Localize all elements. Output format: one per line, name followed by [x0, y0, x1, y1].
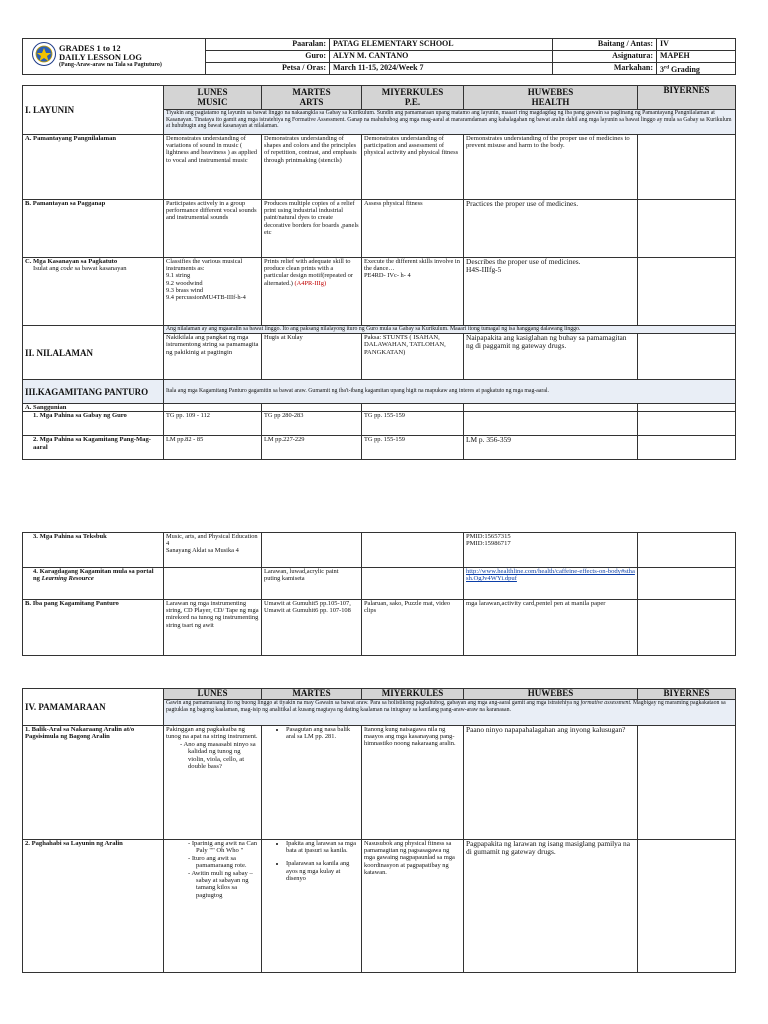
teksbuk-mon-line: Sanayang Aklat sa Musika 4 [166, 547, 239, 555]
sanggunian-wed [362, 404, 464, 412]
day-header-tue-2: MARTES [262, 689, 362, 700]
baitang-value: IV [657, 39, 736, 51]
iba-wed: Palaruan, sako, Puzzle mat, video clips [362, 600, 464, 656]
gabay-guro-label: 1. Mga Pahina sa Gabay ng Guro [23, 412, 164, 436]
header-title-block [23, 39, 206, 75]
c-mon-line: Classifies the various musical instruments as: [166, 258, 243, 273]
sanggunian-mon [164, 404, 262, 412]
day-header-tue [262, 86, 362, 110]
kasanayan-sub-em: code [60, 265, 73, 273]
lesson-table-3 [22, 688, 736, 973]
paghahabi-thu: Pagpapakita ng larawan ng isang masiglang pamilya na di gumamit ng gateway drugs. [464, 840, 638, 973]
teksbuk-thu-line: PMID:15657315 [466, 533, 511, 540]
nilalaman-title: II. NILALAMAN [23, 326, 164, 380]
teksbuk-mon [164, 533, 262, 568]
b-thu: Practices the proper use of medicines. [464, 200, 638, 258]
portal-wed [362, 568, 464, 600]
paghahabi-tue-list [264, 840, 359, 882]
day-tue-label: MARTES [292, 87, 331, 98]
paaralan-value: PATAG ELEMENTARY SCHOOL [330, 39, 553, 51]
teksbuk-label: 3. Mga Pahina sa Teksbuk [23, 533, 164, 568]
list-item: - Ituro ang awit sa pamamaraang rote. [196, 855, 259, 870]
balik-aral-tue [262, 726, 362, 840]
pamamaraan-note-em: formative assessment. [580, 700, 632, 706]
balik-aral-mon-text: Pakinggan ang pagkakaiba ng tunog na apat na string instrument. [166, 726, 258, 741]
guro-value: ALYN M. CANTANO [330, 51, 553, 63]
kagamitan-title: III.KAGAMITANG PANTURO [23, 380, 164, 404]
list-item: • Ipalarawan sa kanila ang ayos ng mga kulay at disenyo [286, 860, 359, 882]
pamantayan-sa-pagganap-label: B. Pamantayan sa Pagganap [23, 200, 164, 258]
day-tue-subject: ARTS [299, 96, 324, 107]
day-header-mon-2: LUNES [164, 689, 262, 700]
healthline-link[interactable]: http://www.healthline.com/health/caffeine-effects-on-body#sthash.OgJv4WYi.dpuf [466, 568, 635, 583]
balik-aral-label: 1. Balik-Aral sa Nakaraang Aralin at/o Pagsisimula ng Bagong Aralin [23, 726, 164, 840]
asignatura-value: MAPEH [657, 51, 736, 63]
kasanayan-sublabel [25, 265, 161, 272]
nilalaman-tue: Hugis at Kulay [262, 334, 362, 380]
a-wed: Demonstrates understanding of participation and assessment of physical activity and physical fitness [362, 135, 464, 200]
day-header-fri-2: BIYERNES [638, 689, 736, 700]
kasanayan-label-cell [23, 258, 164, 326]
gabay-guro-tue: TG pp 280-283 [262, 412, 362, 436]
sanggunian-fri [638, 404, 736, 412]
list-item: • Pasagutan ang nasa balik aral sa LM pp. 281. [286, 726, 359, 740]
header-subtitle: (Pang-Araw-araw na Tala sa Pagtuturo) [59, 62, 162, 68]
balik-aral-thu: Paano ninyo napapahalagahan ang inyong kalusugan? [464, 726, 638, 840]
lesson-table-2 [22, 532, 736, 656]
portal-tue-line: puting kamiseta [264, 575, 305, 583]
teksbuk-tue [262, 533, 362, 568]
list-item: • Ipakita ang larawan sa mga bata at ipasuri sa kanila. [286, 840, 359, 854]
header-title-grades: GRADES 1 to 12 [59, 43, 121, 53]
lm-tue: LM pp.227-229 [262, 436, 362, 460]
day-fri-label: BIYERNES [663, 85, 710, 95]
sanggunian-thu [464, 404, 638, 412]
lm-fri [638, 436, 736, 460]
portal-label-text: 4. Karagdagang Kagamitan mula sa portal ng [33, 568, 154, 583]
c-tue-code: (A4PR-IIIg) [294, 279, 327, 287]
paghahabi-mon-list [166, 840, 259, 899]
day-thu-label: HUWEBES [527, 87, 574, 98]
a-thu: Demonstrates understanding of the proper use of medicines to prevent misuse and harm to the body. [464, 135, 638, 200]
list-item: - Awitin muli ng sabay – sabay at sabayan ng tamang kilos sa pagtugtog [196, 870, 259, 900]
day-header-thu [464, 86, 638, 110]
nilalaman-thu: Naipapakita ang kasiglahan ng buhay sa pamamagitan ng di paggamit ng gateway drugs. [464, 334, 638, 380]
header-title-dll: DAILY LESSON LOG [59, 52, 142, 62]
guro-label: Guro: [206, 51, 330, 63]
asignatura-label: Asignatura: [553, 51, 657, 63]
iba-pang-kagamitan-label: B. Iba pang Kagamitang Panturo [23, 600, 164, 656]
nilalaman-note: Ang nilalaman ay ang mgaaralin sa bawat linggo. Ito ang paksang nilalayong ituro ng Guro mula sa Gabay sa Kurikulum. Maaari itong tumagal ng isa hanggang dalawang linggo. [164, 326, 736, 334]
c-tue [262, 258, 362, 326]
teksbuk-mon-line: Music, arts, and Physical Education 4 [166, 533, 258, 548]
c-fri [638, 258, 736, 326]
pamamaraan-note [164, 700, 736, 726]
c-tue-text: Prints relief with adequate skill to produce clean prints with a particular design motif(repeated or alternated.) [264, 258, 353, 287]
kasanayan-label: C. Mga Kasanayan sa Pagkatuto [25, 258, 118, 265]
paghahabi-fri [638, 840, 736, 973]
teksbuk-wed [362, 533, 464, 568]
kagamitan-note: Itala ang mga Kagamitang Panturo gagamitin sa bawat araw. Gumamit ng iba't-ibang kagamitan upang higit na mapukaw ang interes at pagkatuto ng mga mag-aaral. [164, 380, 736, 404]
paghahabi-wed: Nasusubok ang physical fitness sa pamamagitan ng pagsasagawa ng mga gawaing nagpapaunlad sa mga koordinasyon at pagpapatibay ng katawan. [362, 840, 464, 973]
petsa-label: Petsa / Oras: [206, 63, 330, 75]
paghahabi-tue [262, 840, 362, 973]
balik-aral-mon [164, 726, 262, 840]
gabay-guro-thu [464, 412, 638, 436]
balik-aral-fri [638, 726, 736, 840]
c-mon-line: 9.1 string [166, 272, 191, 280]
list-item: - Iparinig ang awit na Can Paly "" Oh Who " [196, 840, 259, 855]
nilalaman-fri [638, 334, 736, 380]
lm-wed: TG pp. 155-159 [362, 436, 464, 460]
kagamitang-mag-aaral-label: 2. Mga Pahina sa Kagamitang Pang-Mag-aaral [23, 436, 164, 460]
nilalaman-mon: Nakikilala ang pangkat ng mga istrumentong string sa pamamagita ng pakikinig at pagtingin [164, 334, 262, 380]
c-thu [464, 258, 638, 326]
a-fri [638, 135, 736, 200]
day-header-wed [362, 86, 464, 110]
c-wed-text: Execute the different skills involve in the dance… [364, 258, 460, 273]
b-tue: Produces multiple copies of a relief print using industrial industrial paint/natural dyes to create decorative borders for boards ,panels etc [262, 200, 362, 258]
markahan-text: 3rd Grading [660, 64, 700, 74]
list-item: - Ano ang masasabi ninyo sa kalidad ng tunog ng violin, viola, cello, at double bass? [188, 741, 259, 771]
portal-fri [638, 568, 736, 600]
kasanayan-sub2: sa bawat kasanayan [74, 265, 127, 273]
b-wed: Assess physical fitness [362, 200, 464, 258]
sanggunian-label: A. Sanggunian [23, 404, 164, 412]
markahan-label: Markahan: [553, 63, 657, 75]
paghahabi-label: 2. Paghahabi sa Layunin ng Aralin [23, 840, 164, 973]
c-thu-code: H4S-IIIfg-5 [466, 265, 502, 275]
balik-aral-tue-list [264, 726, 359, 740]
iba-fri [638, 600, 736, 656]
c-mon [164, 258, 262, 326]
lm-mon: LM pp.82 - 85 [164, 436, 262, 460]
b-fri [638, 200, 736, 258]
gabay-guro-wed: TG pp. 155-159 [362, 412, 464, 436]
day-mon-subject: MUSIC [197, 96, 228, 107]
nilalaman-wed: Paksa: STUNTS ( ISAHAN, DALAWAHAN, TATLOHAN, PANGKATAN) [362, 334, 464, 380]
balik-aral-wed: Itanong kung naisagawa nila ng maayos ang mga kasanayang pang-himnastiko noong nakaraang aralin. [362, 726, 464, 840]
pamamaraan-note-a: Gawin ang pamamaraang ito ng buong linggo at tiyakin na may Gawain sa bawat araw. Para sa holistikong pagkahubog, gabayan ang mga ang-aaral gamit ang mga istratehiya ng [166, 700, 580, 706]
c-mon-line: 9.4 percussionMU4TB-IIIf-h-4 [166, 294, 246, 302]
c-thu-text: Describes the proper use of medicines. [466, 257, 581, 266]
paghahabi-mon [164, 840, 262, 973]
day-thu-subject: HEALTH [531, 96, 570, 107]
lm-thu: LM p. 356-359 [464, 436, 638, 460]
layunin-title: I. LAYUNIN [23, 86, 164, 135]
pamamaraan-note-b: Magbigay ng maraming pagkakataon sa pagtuklas ng bagong kaalaman, mag-isip ng analitikal at kusang magtaya ng dating kaalaman na iniugnay sa kanilang pang-araw-araw na karanasan. [166, 700, 726, 713]
day-header-fri [638, 86, 736, 110]
teksbuk-thu [464, 533, 638, 568]
kasanayan-sub1: Isulat ang [33, 265, 59, 273]
iba-mon: Larawan ng mga instrumenting string, CD Player, CD/ Tape ng mga mirekord na tunog ng instrumenting string tsart ng awit [164, 600, 262, 656]
portal-label-em: Learning Resource [41, 575, 94, 583]
sanggunian-tue [262, 404, 362, 412]
day-mon-label: LUNES [197, 87, 228, 98]
a-tue: Demonstrates understanding of shapes and colors and the principles of repetition, contrast, and emphasis through printmaking (stencils) [262, 135, 362, 200]
baitang-label: Baitang / Antas: [553, 39, 657, 51]
lesson-table-1 [22, 85, 736, 460]
day-header-thu-2: HUWEBES [464, 689, 638, 700]
teksbuk-thu-line: PMID:15986717 [466, 540, 511, 548]
petsa-value: March 11-15, 2024/Week 7 [330, 63, 553, 75]
layunin-note: Tiyakin ang pagtatamo ng layunin sa bawat linggo na nakaangkla sa Gabay sa Kurikulum. Sundin ang pamamaraan upang matamo ang layunin, maaari ring magdagdag ng iba pang gawain sa paglinang ng Pamantayang Pangnilalaman at Kasanayan. Tinataya ito gamit ang mga istratehiya ng Formative Assessment. Ganap na mahuhubog ang mga mag-aaral at mararamdaman ang kahalagahan ng bawat aralin dahil ang mga layunin sa bawat linggo ay mula sa Gabay sa Kurikulum at huhubugin ang bawat kasanayan at nilalaman. [164, 110, 736, 135]
pamamaraan-title: IV. PAMAMARAAN [23, 689, 164, 726]
portal-mon [164, 568, 262, 600]
ordinal-suffix: rd [664, 65, 669, 70]
c-wed-code: PE4RD- IVc- h- 4 [364, 272, 411, 280]
portal-thu [464, 568, 638, 600]
day-header-wed-2: MIYERKULES [362, 689, 464, 700]
b-mon: Participates actively in a group performance different vocal sounds and instrumental sounds [164, 200, 262, 258]
day-wed-label: MIYERKULES [381, 87, 444, 98]
iba-tue: Umawit at Gumuhit5 pp.105-107, Umawit at Gumuhit6 pp. 107-108 [262, 600, 362, 656]
iba-thu: mga larawan,activity card,pentel pen at manila paper [464, 600, 638, 656]
gabay-guro-fri [638, 412, 736, 436]
gabay-guro-mon: TG pp. 109 - 112 [164, 412, 262, 436]
portal-label [23, 568, 164, 600]
teksbuk-fri [638, 533, 736, 568]
portal-tue [262, 568, 362, 600]
balik-aral-mon-list [166, 741, 259, 771]
day-header-mon [164, 86, 262, 110]
c-mon-line: 9.3 brass wind [166, 286, 204, 294]
portal-tue-line: Larawan, luwad,acrylic paint [264, 568, 339, 575]
markahan-value [657, 63, 736, 75]
paaralan-label: Paaralan: [206, 39, 330, 51]
day-wed-subject: P.E. [404, 96, 421, 107]
a-mon: Demonstrates understanding of variations of sound in music ( lightness and heaviness ) as applied to vocal and instrumental music [164, 135, 262, 200]
header-table [22, 38, 736, 75]
c-mon-line: 9.2 woodwind [166, 279, 203, 287]
pamantayang-pangnilalaman-label: A. Pamantayang Pangnilalaman [23, 135, 164, 200]
c-wed [362, 258, 464, 326]
